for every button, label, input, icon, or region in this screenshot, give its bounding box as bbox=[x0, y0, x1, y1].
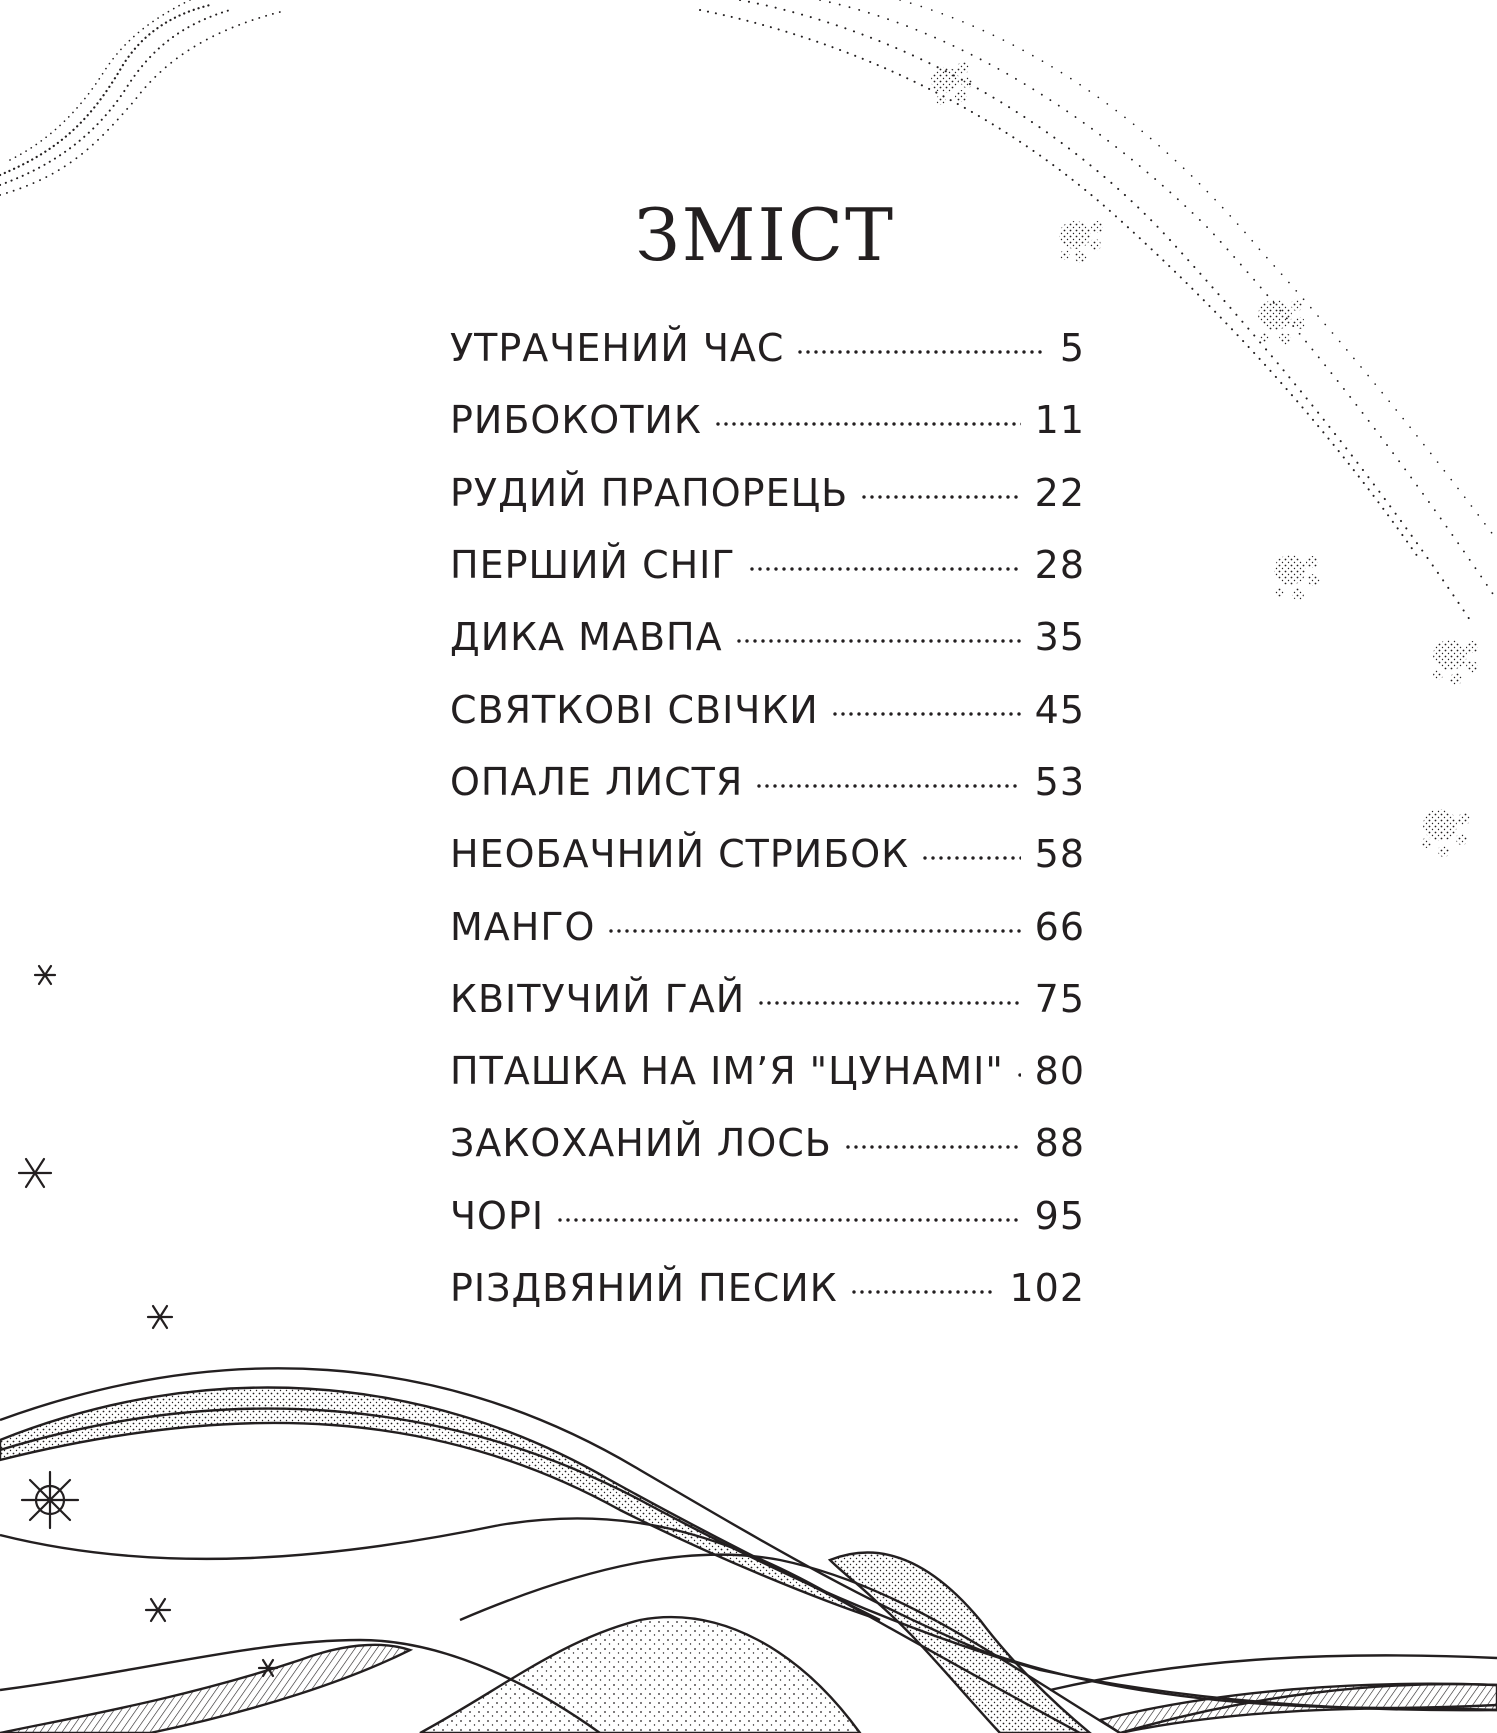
dot-leader bbox=[748, 567, 1021, 571]
paw-print bbox=[1421, 809, 1470, 857]
toc-entry[interactable] bbox=[450, 457, 1085, 529]
snowflake-icon bbox=[259, 1660, 277, 1676]
toc-entry[interactable] bbox=[450, 818, 1085, 890]
toc-entry-title: ПТАШКА НА ІМ’Я "ЦУНАМІ" bbox=[450, 1049, 1004, 1094]
toc-page-number: 22 bbox=[1034, 470, 1085, 515]
toc-entry-title: ЗАКОХАНИЙ ЛОСЬ bbox=[450, 1121, 832, 1166]
toc-entry[interactable] bbox=[450, 601, 1085, 673]
toc-page-number: 28 bbox=[1034, 543, 1085, 588]
toc-page-number: 102 bbox=[1009, 1266, 1085, 1310]
toc-page-number: 35 bbox=[1034, 615, 1085, 660]
dot-leader bbox=[796, 350, 1045, 354]
dot-leader bbox=[556, 1218, 1021, 1222]
toc-entry-title: ЧОРІ bbox=[450, 1193, 545, 1238]
toc-entry-title: ОПАЛЕ ЛИСТЯ bbox=[450, 759, 744, 804]
snowflakes bbox=[19, 966, 277, 1676]
toc-entry-title: РІЗДВЯНИЙ ПЕСИК bbox=[450, 1266, 838, 1310]
toc-entry[interactable] bbox=[450, 312, 1085, 384]
toc-entry-title: СВЯТКОВІ СВІЧКИ bbox=[450, 687, 819, 732]
toc-entry-title: ДИКА МАВПА bbox=[450, 615, 723, 660]
toc-list bbox=[450, 312, 1085, 1324]
hill-hatched-right bbox=[1100, 1684, 1497, 1733]
toc-entry[interactable] bbox=[450, 746, 1085, 818]
toc-page-number: 45 bbox=[1034, 687, 1085, 732]
toc-page-number: 88 bbox=[1034, 1121, 1085, 1166]
toc-entry-title: ПЕРШИЙ СНІГ bbox=[450, 543, 736, 588]
dot-leader bbox=[860, 495, 1020, 499]
snowflake-icon bbox=[35, 966, 55, 984]
toc-entry-title: РУДИЙ ПРАПОРЕЦЬ bbox=[450, 470, 849, 515]
toc-entry-title: МАНГО bbox=[450, 904, 596, 949]
dot-leader bbox=[755, 784, 1020, 788]
toc-entry[interactable] bbox=[450, 673, 1085, 745]
dot-leader bbox=[607, 929, 1020, 933]
paw-print bbox=[1258, 299, 1305, 345]
toc-page-number: 53 bbox=[1034, 759, 1085, 804]
hill-stipple-bottom-left bbox=[420, 1617, 860, 1733]
toc-entry[interactable] bbox=[450, 384, 1085, 456]
toc-entry-title: КВІТУЧИЙ ГАЙ bbox=[450, 976, 746, 1021]
toc-page-number: 75 bbox=[1034, 976, 1085, 1021]
toc-entry[interactable] bbox=[450, 1035, 1085, 1107]
toc-page-number: 95 bbox=[1034, 1193, 1085, 1238]
toc-entry[interactable] bbox=[450, 1107, 1085, 1179]
toc-entry[interactable] bbox=[450, 529, 1085, 601]
toc-page-number: 66 bbox=[1034, 904, 1085, 949]
dot-leader bbox=[757, 1001, 1020, 1005]
snowflake-icon bbox=[146, 1599, 170, 1621]
snowflake-icon bbox=[19, 1159, 51, 1187]
dot-leader bbox=[714, 422, 1021, 426]
dot-leader bbox=[850, 1290, 996, 1294]
dot-leader bbox=[831, 712, 1021, 716]
toc-entry[interactable] bbox=[450, 963, 1085, 1035]
flowing-hills bbox=[0, 1368, 1497, 1733]
snowflake-icon bbox=[22, 1472, 78, 1528]
snowflake-icon bbox=[148, 1306, 172, 1328]
hill-hatched bbox=[0, 1645, 410, 1733]
toc-page-number: 5 bbox=[1059, 326, 1085, 371]
paw-print bbox=[1433, 640, 1478, 685]
toc-entry-title: УТРАЧЕНИЙ ЧАС bbox=[450, 326, 785, 371]
dot-leader bbox=[1016, 1073, 1021, 1077]
toc-entry[interactable] bbox=[450, 890, 1085, 962]
hill-stipple-right bbox=[830, 1553, 1090, 1733]
toc-entry-title: НЕОБАЧНИЙ СТРИБОК bbox=[450, 832, 910, 877]
toc-entry[interactable] bbox=[450, 1252, 1085, 1324]
paw-print bbox=[931, 62, 973, 105]
dot-leader bbox=[844, 1145, 1021, 1149]
paw-print bbox=[1274, 555, 1320, 600]
dot-leader bbox=[735, 639, 1021, 643]
toc-page-number: 11 bbox=[1034, 398, 1085, 443]
dotted-swirl-top-left bbox=[0, 0, 280, 195]
dot-leader bbox=[921, 856, 1020, 860]
hill-stipple-band bbox=[0, 1388, 880, 1620]
toc-page-number: 80 bbox=[1034, 1049, 1085, 1094]
toc-title: ЗМІСТ bbox=[634, 193, 896, 277]
toc-entry[interactable] bbox=[450, 1180, 1085, 1252]
toc-entry-title: РИБОКОТИК bbox=[450, 398, 702, 443]
toc-page-number: 58 bbox=[1034, 832, 1085, 877]
